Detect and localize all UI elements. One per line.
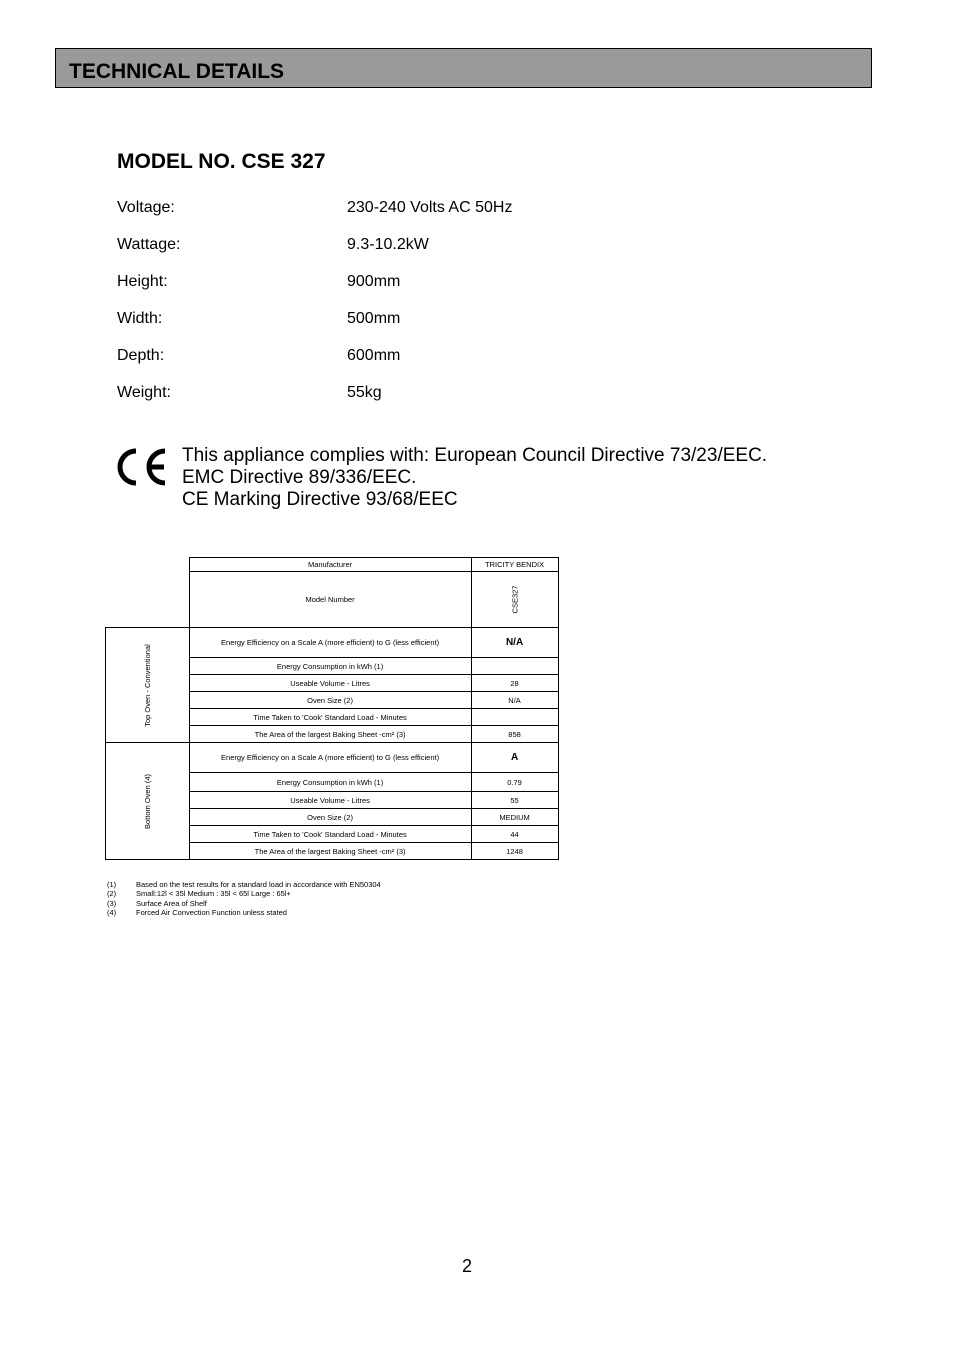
table-row-label: Energy Efficiency on a Scale A (more efficient) to G (less efficient) <box>189 628 471 658</box>
table-row-value: 44 <box>471 826 558 843</box>
footnote-text: Surface Area of Shelf <box>136 898 207 908</box>
table-row-label: Energy Consumption in kWh (1) <box>189 658 471 675</box>
spec-label: Depth: <box>117 347 165 364</box>
spec-value: 9.3-10.2kW <box>347 236 429 253</box>
compliance-line: This appliance complies with: European Council Directive 73/23/EEC. <box>182 445 768 466</box>
table-row-value: A <box>471 743 558 773</box>
footnote <box>107 880 507 889</box>
table-row-value: 1248 <box>471 843 558 860</box>
top-oven-group <box>106 628 190 743</box>
compliance-line: EMC Directive 89/336/EEC. <box>182 467 417 488</box>
table-row-label: Time Taken to 'Cook' Standard Load - Minutes <box>189 709 471 726</box>
footnote-number: (2) <box>107 889 117 899</box>
footnote-text: Small:12l < 35l Medium : 35l < 65l Large : 65l+ <box>136 889 291 899</box>
spec-row-weight <box>117 383 717 403</box>
compliance-statement <box>182 445 767 511</box>
spec-row-width <box>117 309 717 329</box>
table-row-value: 55 <box>471 792 558 809</box>
spec-value: 500mm <box>347 310 401 327</box>
bottom-oven-label: Bottom Oven (4) <box>142 773 152 829</box>
table-row-value: N/A <box>471 628 558 658</box>
table-row-value <box>471 658 558 675</box>
spec-value: 230-240 Volts AC 50Hz <box>347 199 513 216</box>
compliance-line: CE Marking Directive 93/68/EEC <box>182 489 458 510</box>
spec-value: 600mm <box>347 347 401 364</box>
footnote-text: Based on the test results for a standard load in accordance with EN50304 <box>136 880 381 889</box>
footnote-text: Forced Air Convection Function unless stated <box>136 907 287 917</box>
spec-value: 55kg <box>347 384 382 401</box>
section-title: TECHNICAL DETAILS <box>69 60 285 83</box>
footnote <box>107 908 507 917</box>
spec-row-depth <box>117 346 717 366</box>
table-row-label: Energy Consumption in kWh (1) <box>189 773 471 792</box>
table-row-value: 28 <box>471 675 558 692</box>
spec-label: Voltage: <box>117 199 175 216</box>
table-row-value: 858 <box>471 726 558 743</box>
spec-row-voltage <box>117 198 717 218</box>
table-row-label: The Area of the largest Baking Sheet -cm² (3) <box>189 843 471 860</box>
table-row-label: Useable Volume - Litres <box>189 675 471 692</box>
energy-label-table <box>105 557 559 860</box>
spec-label: Wattage: <box>117 236 181 253</box>
table-row-label: Oven Size (2) <box>189 692 471 709</box>
table-row-label: Useable Volume - Litres <box>189 792 471 809</box>
footnote <box>107 899 507 908</box>
bottom-oven-group <box>106 743 190 860</box>
footnote <box>107 889 507 898</box>
spec-row-wattage <box>117 235 717 255</box>
footnotes <box>107 880 507 917</box>
table-row-label: Energy Efficiency on a Scale A (more efficient) to G (less efficient) <box>189 743 471 773</box>
page-number: 2 <box>462 1256 473 1276</box>
spec-label: Width: <box>117 310 163 327</box>
table-row-label: Oven Size (2) <box>189 809 471 826</box>
top-oven-label: Top Oven - Conventional <box>142 643 152 727</box>
spec-label: Weight: <box>117 384 171 401</box>
model-number-label: Model Number <box>189 572 471 628</box>
table-row-value: MEDIUM <box>471 809 558 826</box>
spec-value: 900mm <box>347 273 401 290</box>
footnote-number: (1) <box>107 880 117 889</box>
spec-row-height <box>117 272 717 292</box>
model-number-value: CSE327 <box>510 585 520 614</box>
manufacturer-value: TRICITY BENDIX <box>471 558 558 572</box>
spec-label: Height: <box>117 273 168 290</box>
table-row-value <box>471 709 558 726</box>
model-title: MODEL NO. CSE 327 <box>117 150 326 173</box>
footnote-number: (3) <box>107 898 117 908</box>
table-row-value: 0.79 <box>471 773 558 792</box>
model-number-cell <box>471 572 558 628</box>
manufacturer-label: Manufacturer <box>189 558 471 572</box>
table-row-value: N/A <box>471 692 558 709</box>
section-header-bar <box>55 48 872 88</box>
ce-mark-icon <box>112 447 170 487</box>
table-row-label: The Area of the largest Baking Sheet -cm² (3) <box>189 726 471 743</box>
table-row-label: Time Taken to 'Cook' Standard Load - Minutes <box>189 826 471 843</box>
footnote-number: (4) <box>107 907 117 917</box>
